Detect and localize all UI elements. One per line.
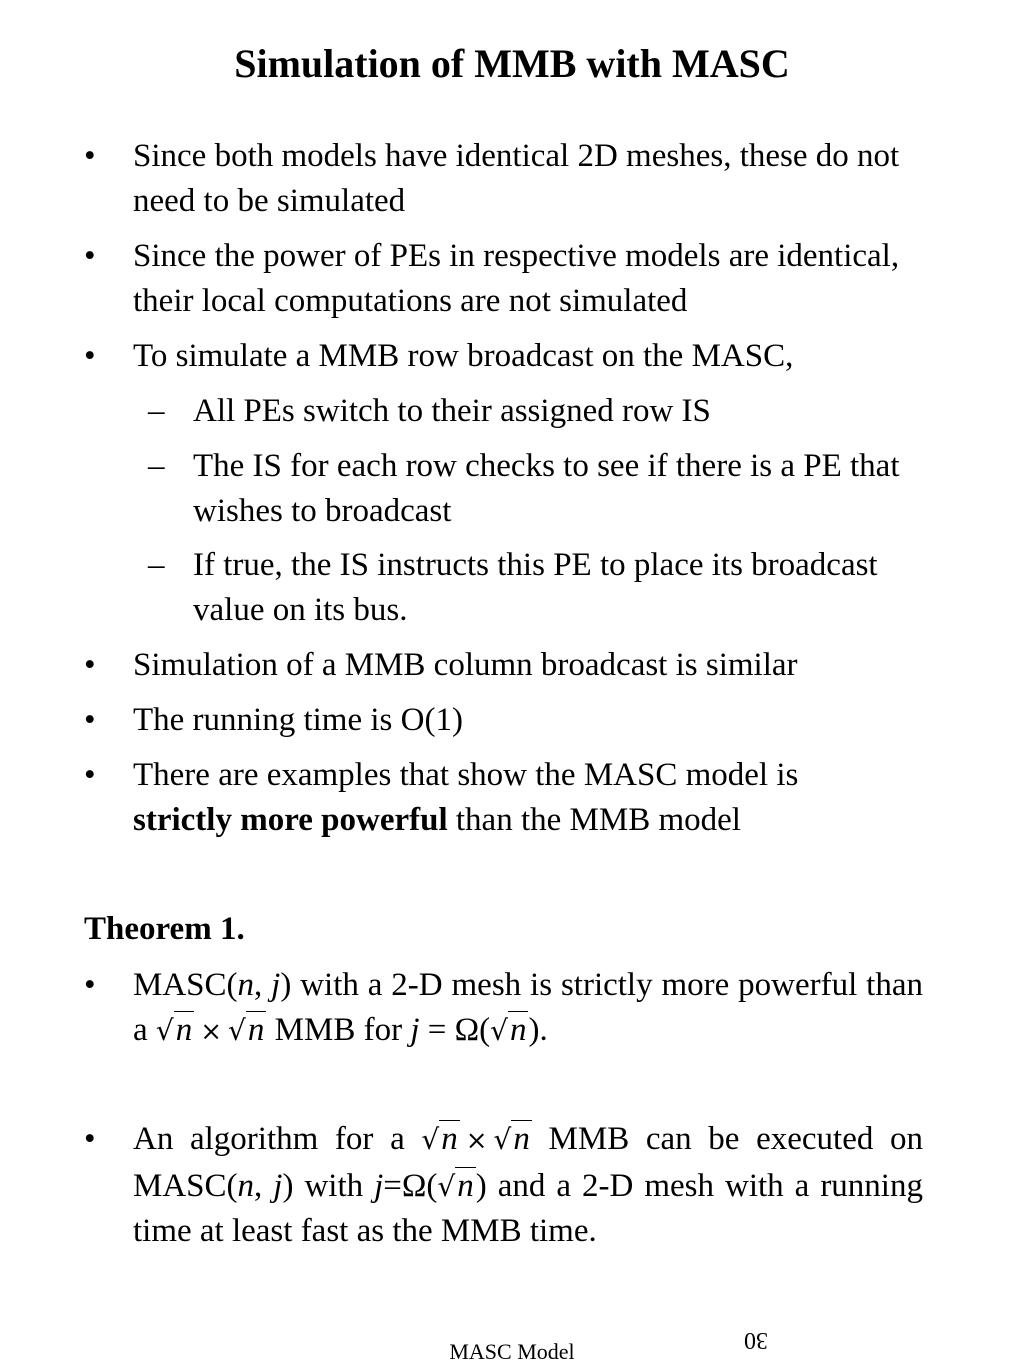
text-fragment: ). — [528, 1012, 548, 1048]
var-j: j — [410, 1012, 420, 1048]
text-fragment: MMB for — [274, 1012, 403, 1048]
text-fragment: ) and a 2-D mesh with a running time at least fast as the MMB time. — [133, 1168, 923, 1249]
sqrt-icon: √ — [228, 1014, 246, 1047]
times-symbol: × — [465, 1126, 488, 1156]
bullet-marker: • — [84, 967, 96, 1003]
sqrt-icon: √ — [490, 1014, 508, 1047]
bullet-marker: • — [84, 138, 96, 174]
bullet-identical-power: Since the power of PEs in respective models are identical, their local computations are not simulated — [133, 238, 900, 319]
sqrt-icon: √ — [421, 1123, 440, 1156]
theorem-statement — [133, 963, 923, 1055]
radicand-n: n — [513, 1121, 530, 1157]
sqrt-n-expression — [156, 1008, 194, 1053]
var-n: n — [237, 967, 255, 1003]
bullet-text-after: than the MMB model — [455, 802, 741, 838]
sqrt-n-expression — [437, 1164, 475, 1209]
bullet-marker: • — [84, 757, 96, 793]
text-fragment: = Ω( — [427, 1012, 491, 1048]
var-n: n — [237, 1168, 255, 1204]
theorem-heading: Theorem 1. — [84, 911, 245, 947]
radicand-n: n — [175, 1012, 193, 1048]
sub-bullet-place-value: If true, the IS instructs this PE to place its broadcast value on its bus. — [193, 547, 878, 628]
bold-strictly-more-powerful: strictly more powerful — [133, 802, 448, 838]
radicand-n: n — [509, 1012, 527, 1048]
bullet-marker: • — [84, 647, 96, 683]
radicand-n: n — [441, 1121, 458, 1157]
var-j: j — [273, 1168, 283, 1204]
sub-bullet-marker: – — [148, 547, 165, 583]
var-j: j — [271, 967, 281, 1003]
sqrt-icon: √ — [493, 1123, 512, 1156]
bullet-running-time: The running time is O(1) — [133, 702, 463, 738]
text-fragment: MMB can be executed on MASC( — [133, 1121, 923, 1204]
slide-title: Simulation of MMB with MASC — [234, 41, 790, 86]
radicand-n: n — [247, 1012, 265, 1048]
bullet-row-broadcast: To simulate a MMB row broadcast on the MASC, — [133, 338, 794, 374]
bullet-identical-meshes: Since both models have identical 2D meshes, these do not need to be simulated — [133, 138, 900, 219]
times-symbol: × — [200, 1017, 223, 1047]
sqrt-n-expression — [494, 1117, 532, 1162]
bullet-marker: • — [84, 338, 96, 374]
sqrt-n-expression — [421, 1117, 459, 1162]
sqrt-n-expression — [228, 1008, 266, 1053]
footer-label: MASC Model — [449, 1339, 575, 1364]
bullet-text-before: There are examples that show the MASC model is — [133, 757, 799, 793]
bullet-marker: • — [84, 1121, 96, 1157]
sqrt-n-expression — [490, 1008, 528, 1053]
text-fragment: ) with a 2-D mesh is strictly more powerful than a — [133, 967, 923, 1048]
sqrt-icon: √ — [155, 1014, 174, 1047]
text-fragment: An algorithm for a — [133, 1121, 405, 1157]
sub-bullet-is-checks: The IS for each row checks to see if there is a PE that wishes to broadcast — [193, 448, 900, 529]
sub-bullet-marker: – — [148, 393, 165, 429]
sqrt-icon: √ — [437, 1170, 456, 1203]
text-fragment: , — [254, 967, 263, 1003]
bullet-marker: • — [84, 238, 96, 274]
text-fragment: , — [254, 1168, 263, 1204]
sub-bullet-marker: – — [148, 448, 165, 484]
radicand-n: n — [457, 1168, 474, 1204]
bullet-column-broadcast: Simulation of a MMB column broadcast is similar — [133, 647, 798, 683]
algorithm-statement — [133, 1117, 923, 1254]
var-j: j — [374, 1168, 384, 1204]
text-fragment: =Ω( — [383, 1168, 438, 1204]
bullet-marker: • — [84, 702, 96, 738]
sub-bullet-switch-row-is: All PEs switch to their assigned row IS — [193, 393, 711, 429]
bullet-more-powerful — [133, 753, 923, 843]
text-fragment: MASC( — [133, 967, 238, 1003]
page-number: 30 — [744, 1327, 768, 1353]
text-fragment: ) with — [282, 1168, 364, 1204]
